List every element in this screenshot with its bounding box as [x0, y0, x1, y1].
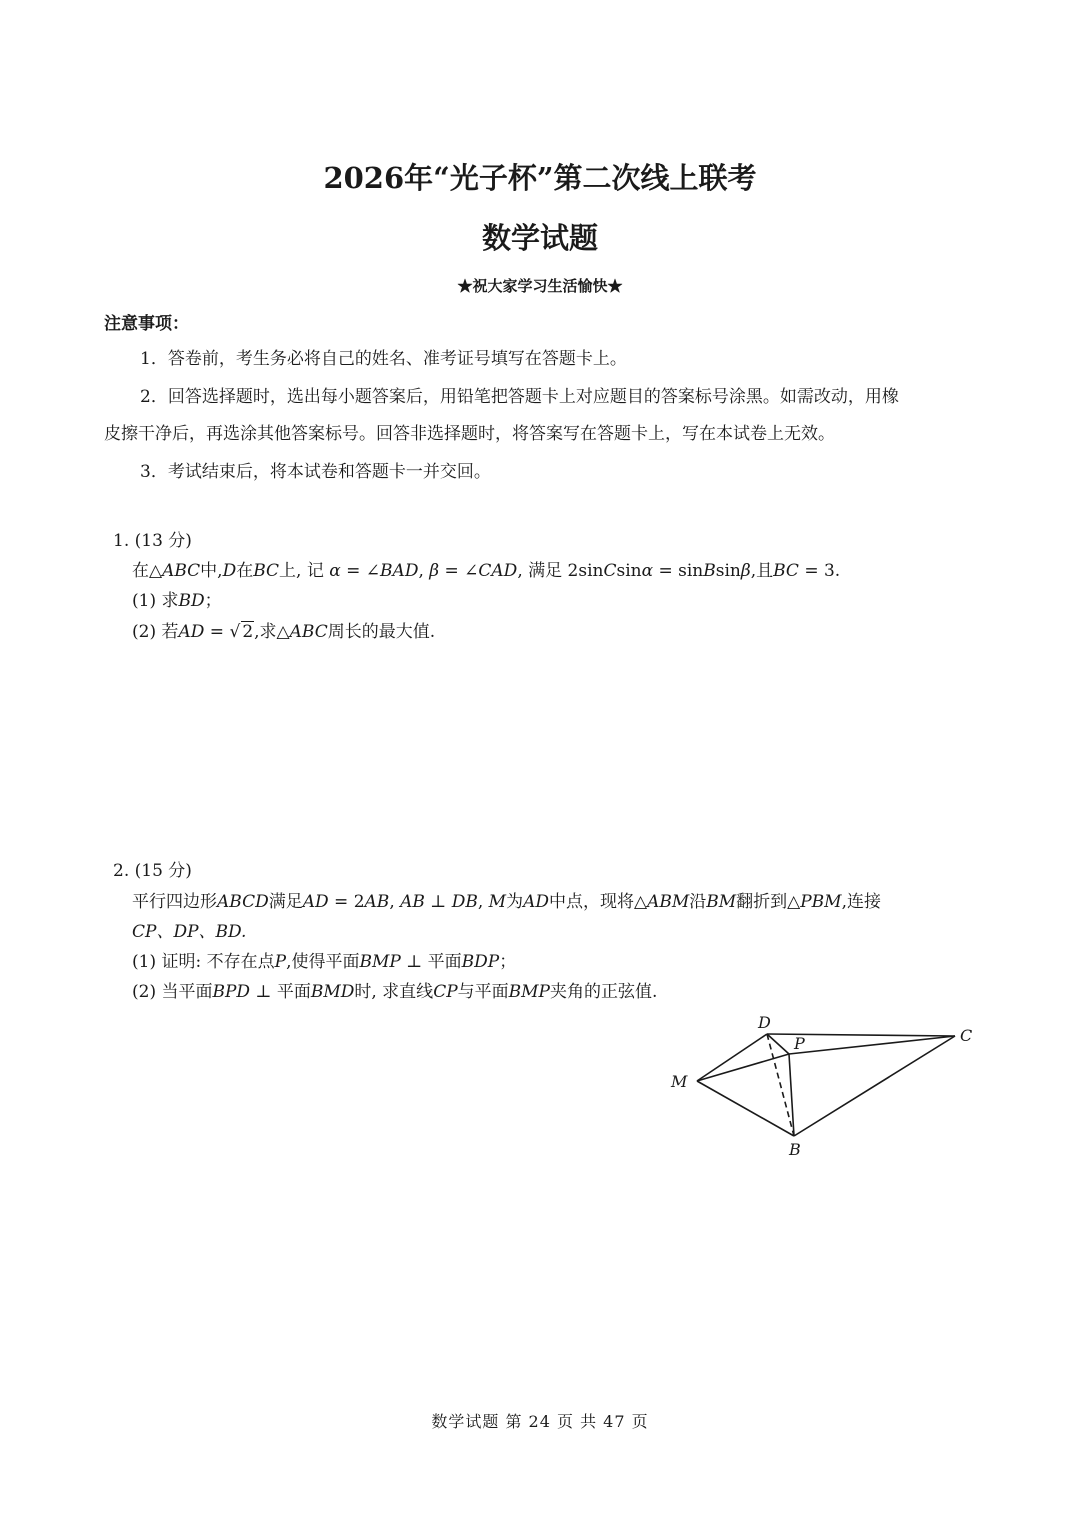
sqrt-2: √ 2 — [229, 622, 254, 642]
notice-item-2-line-2: 皮擦干净后，再选涂其他答案标号。回答非选择题时，将答案写在答题卡上，写在本试卷上无效。 — [104, 424, 835, 444]
q2-statement-line-1: 平行四边形ABCD满足AD = 2AB, AB ⊥ DB, M为AD中点，现将△ABM沿BM翻折到△PBM,连接 — [132, 892, 881, 912]
q1-header: 1. (13 分) — [113, 531, 192, 551]
q1-part-1: (1) 求BD； — [132, 591, 222, 611]
label-b: B — [789, 1140, 801, 1159]
motto: ★祝大家学习生活愉快★ — [457, 277, 623, 295]
q2-statement-line-2: CP、DP、BD. — [132, 922, 247, 942]
notice-heading: 注意事项： — [104, 314, 189, 334]
label-c: C — [960, 1026, 973, 1045]
edge-db-dashed — [767, 1034, 794, 1136]
label-p: P — [794, 1034, 805, 1053]
geometry-figure — [660, 1005, 990, 1165]
exam-title: 2026年“光子杯”第二次线上联考 — [323, 161, 757, 195]
label-m: M — [671, 1072, 688, 1091]
subject-title: 数学试题 — [481, 221, 598, 255]
notice-item-1: 1．答卷前，考生务必将自己的姓名、准考证号填写在答题卡上。 — [140, 349, 627, 369]
label-d: D — [758, 1013, 771, 1032]
q1-part-2: (2) 若AD = √ 2,求△ABC周长的最大值. — [132, 622, 436, 642]
q2-header: 2. (15 分) — [113, 861, 192, 881]
notice-item-3: 3．考试结束后，将本试卷和答题卡一并交回。 — [140, 462, 491, 482]
q2-part-1: (1) 证明: 不存在点P,使得平面BMP ⊥ 平面BDP； — [132, 952, 517, 972]
edge-mb — [697, 1081, 794, 1136]
notice-item-2-line-1: 2．回答选择题时，选出每小题答案后，用铅笔把答题卡上对应题目的答案标号涂黑。如需改动，用橡 — [140, 387, 899, 407]
page-footer: 数学试题 第 24 页 共 47 页 — [431, 1412, 649, 1431]
q1-statement: 在△ABC中,D在BC上, 记 α = ∠BAD, β = ∠CAD, 满足 2sinCsinα = sinBsinβ,且BC = 3. — [132, 561, 841, 581]
q2-part-2: (2) 当平面BPD ⊥ 平面BMD时, 求直线CP与平面BMP夹角的正弦值. — [132, 982, 658, 1002]
edge-dm — [697, 1034, 767, 1081]
